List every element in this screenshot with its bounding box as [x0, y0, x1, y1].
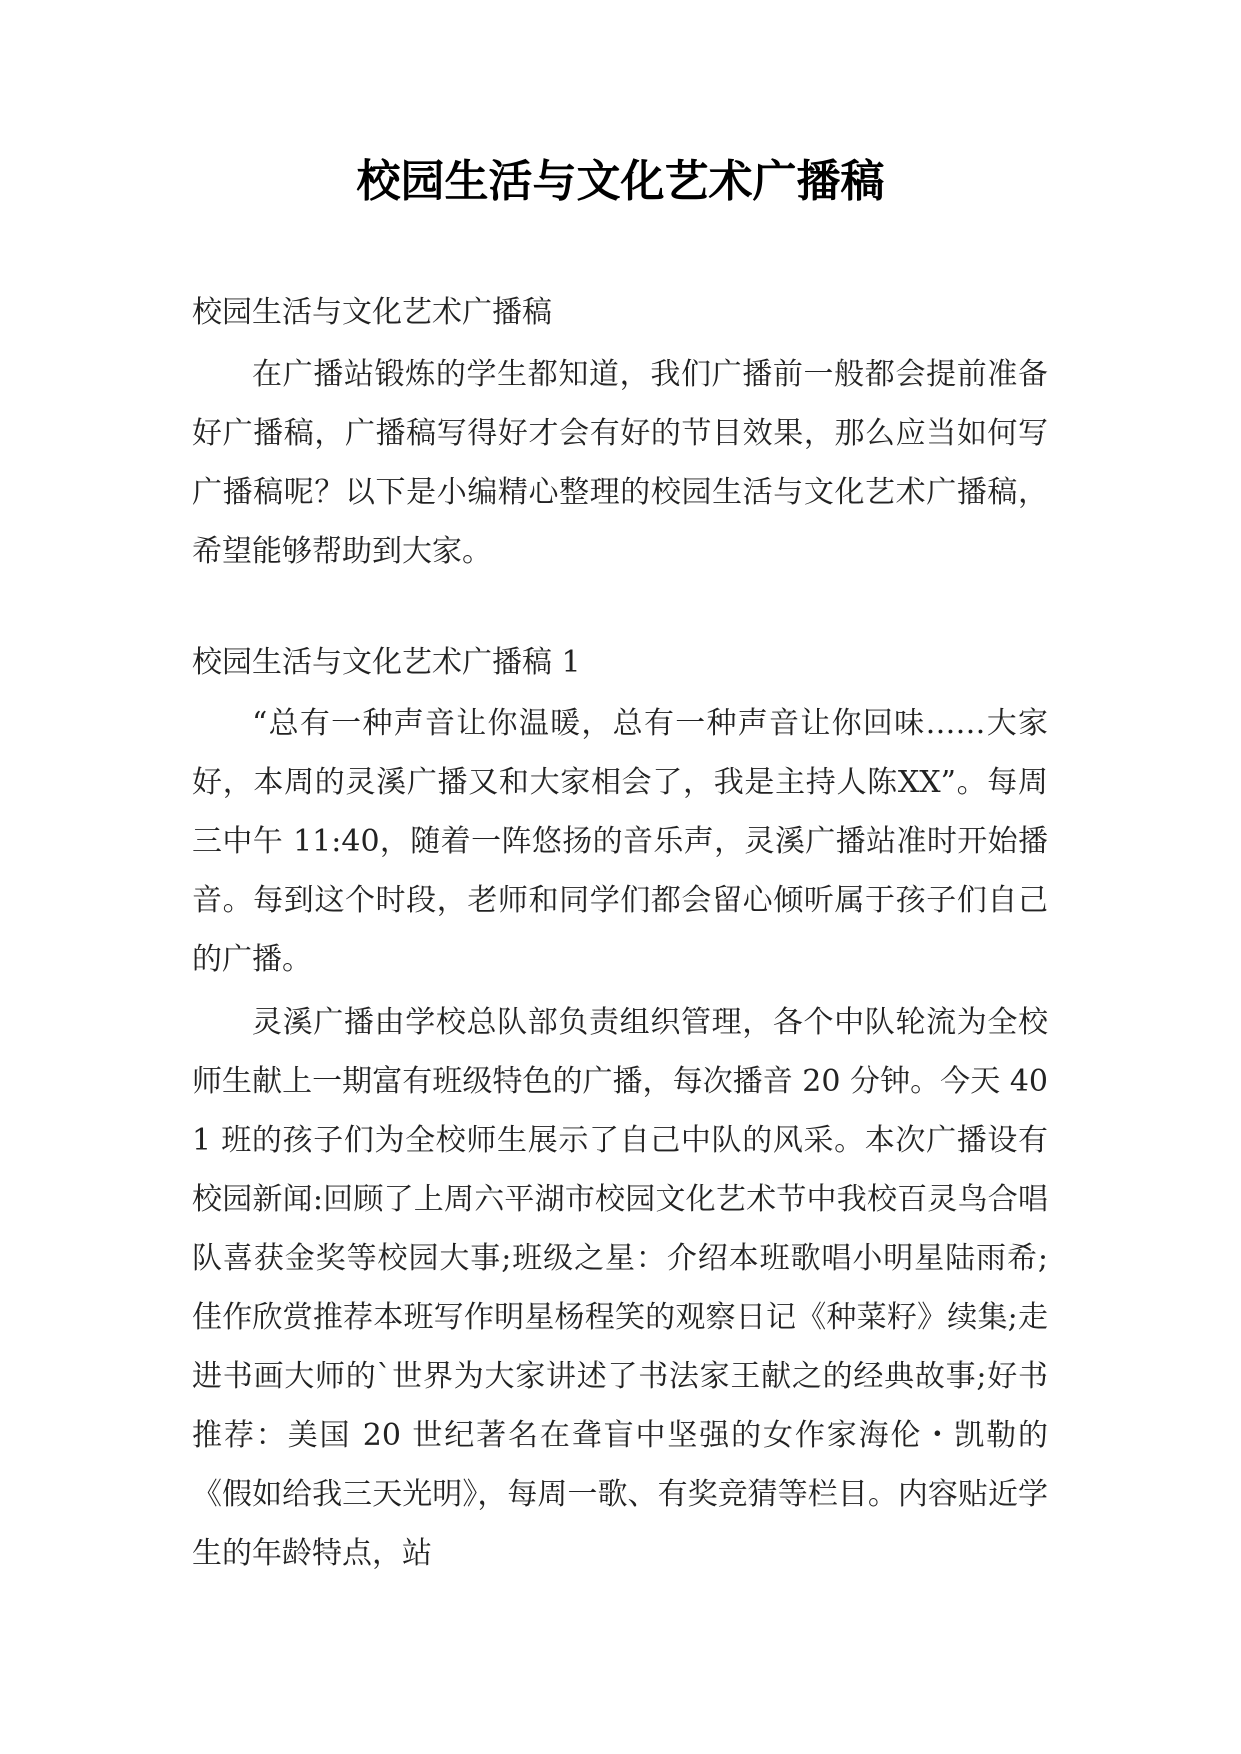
section-1-heading: 校园生活与文化艺术广播稿 1 [192, 645, 581, 680]
intro-paragraph: 在广播站锻炼的学生都知道，我们广播前一般都会提前准备好广播稿，广播稿写得好才会有好的节目效果，那么应当如何写广播稿呢？以下是小编精心整理的校园生活与文化艺术广播稿，希望能够帮助到大家。 [192, 357, 1048, 569]
intro-heading: 校园生活与文化艺术广播稿 [192, 295, 552, 330]
section-1-paragraph-2: 灵溪广播由学校总队部负责组织管理，各个中队轮流为全校师生献上一期富有班级特色的广播，每次播音 20 分钟。今天 401 班的孩子们为全校师生展示了自己中队的风采。本次广播设有校园新闻:回顾了上周六平湖市校园文化艺术节中我校百灵鸟合唱队喜获金奖等校园大事;班级之星：介绍本班歌唱小明星陆雨希;佳作欣赏推荐本班写作明星杨程笑的观察日记《种菜籽》续集;走进书画大师的`世界为大家讲述了书法家王献之的经典故事;好书推荐：美国 20 世纪著名在聋盲中坚强的女作家海伦・凯勒的《假如给我三天光明》，每周一歌、有奖竞猜等栏目。内容贴近学生的年龄特点，站 [192, 1005, 1048, 1571]
section-1-paragraph-1: “总有一种声音让你温暖，总有一种声音让你回味……大家好，本周的灵溪广播又和大家相会了，我是主持人陈XX”。每周三中午 11:40，随着一阵悠扬的音乐声，灵溪广播站准时开始播音。每到这个时段，老师和同学们都会留心倾听属于孩子们自己的广播。 [192, 706, 1048, 977]
document-title: 校园生活与文化艺术广播稿 [356, 156, 885, 207]
